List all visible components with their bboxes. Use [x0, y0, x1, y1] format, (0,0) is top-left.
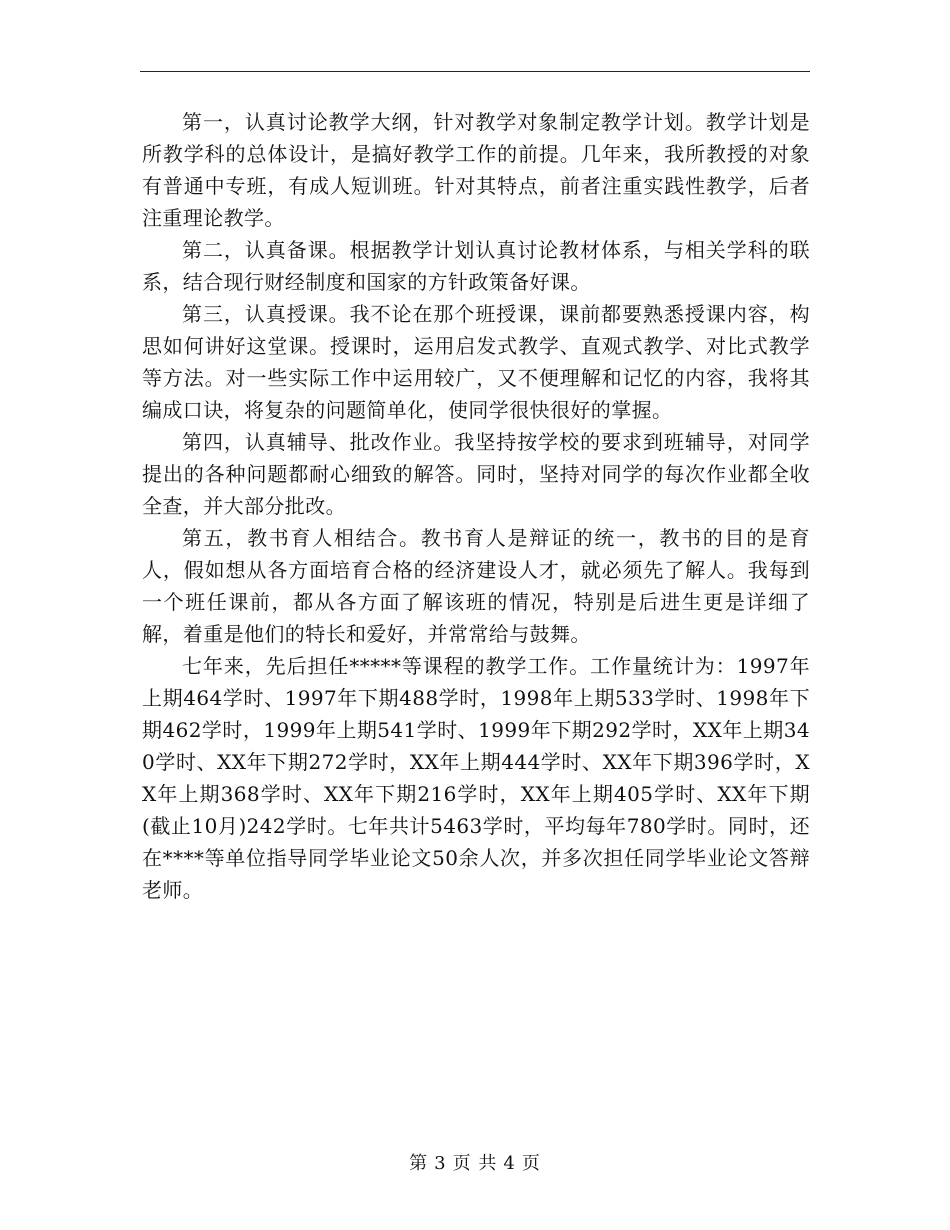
- footer-middle: 页 共: [452, 1153, 498, 1174]
- document-body: [142, 106, 810, 906]
- paragraph-5: 第五，教书育人相结合。教书育人是辩证的统一，教书的目的是育人，假如想从各方面培育合格的经济建设人才，就必须先了解人。我每到一个班任课前，都从各方面了解该班的情况，特别是后进生更是详细了解，着重是他们的特长和爱好，并常常给与鼓舞。: [142, 526, 810, 646]
- paragraph-6: 七年来，先后担任*****等课程的教学工作。工作量统计为：1997年上期464学时、1997年下期488学时，1998年上期533学时、1998年下期462学时，1999年上期541学时、1999年下期292学时，XX年上期340学时、XX年下期272学时，XX年上期444学时、XX年下期396学时，XX年上期368学时、XX年下期216学时，XX年上期405学时、XX年下期(截止10月)242学时。七年共计5463学时，平均每年780学时。同时，还在****等单位指导同学毕业论文50余人次，并多次担任同学毕业论文答辩老师。: [142, 654, 810, 902]
- paragraph-3: 第三，认真授课。我不论在那个班授课，课前都要熟悉授课内容，构思如何讲好这堂课。授课时，运用启发式教学、直观式教学、对比式教学等方法。对一些实际工作中运用较广，又不便理解和记忆的内容，我将其编成口诀，将复杂的问题简单化，使同学很快很好的掌握。: [142, 302, 810, 422]
- paragraph-4: 第四，认真辅导、批改作业。我坚持按学校的要求到班辅导，对同学提出的各种问题都耐心细致的解答。同时，坚持对同学的每次作业都全收全查，并大部分批改。: [142, 430, 810, 518]
- page-footer: [0, 1152, 950, 1176]
- footer-current-page: 3: [434, 1153, 447, 1174]
- footer-prefix: 第: [409, 1153, 429, 1174]
- footer-suffix: 页: [521, 1153, 541, 1174]
- footer-total-pages: 4: [503, 1153, 516, 1174]
- header-rule: [140, 71, 810, 72]
- paragraph-2: 第二，认真备课。根据教学计划认真讨论教材体系，与相关学科的联系，结合现行财经制度和国家的方针政策备好课。: [142, 238, 810, 294]
- paragraph-1: 第一，认真讨论教学大纲，针对教学对象制定教学计划。教学计划是所教学科的总体设计，是搞好教学工作的前提。几年来，我所教授的对象有普通中专班，有成人短训班。针对其特点，前者注重实践性教学，后者注重理论教学。: [142, 110, 810, 230]
